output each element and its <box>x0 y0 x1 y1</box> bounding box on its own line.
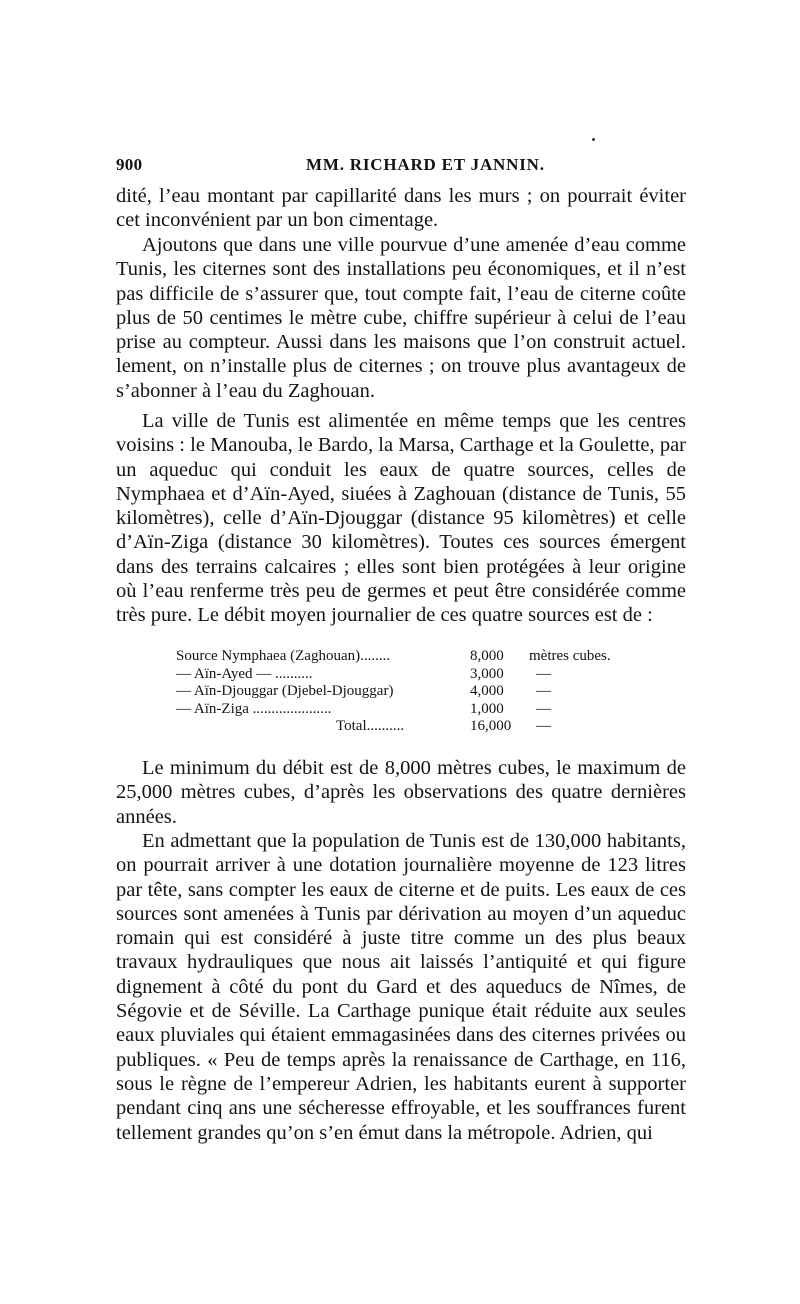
source-value: 8,000 <box>470 648 504 664</box>
source-value: 1,000 <box>470 700 504 717</box>
source-label: Source Nymphaea (Zaghouan)........ <box>176 648 391 664</box>
table-total-row <box>176 718 636 736</box>
paragraph-population: En admettant que la population de Tunis est de 130,000 habitants, on pourrait arriver à une dotation journalière moyenne de 123 litres par tête, sans compter les eaux de citerne et de puits. Les eaux de ces sources sont amenées à Tunis par dérivation au moyen d’un aqueduc romain qui est considéré à juste titre comme un des plus beaux travaux hydrauliques que nous ait laissés l’antiquité et qui figure dignement à côté du pont du Gard et des aqueducs de Nîmes, de Ségovie et de Séville. La Carthage punique était réduite aux seules eaux pluviales qui étaient emmagasinées dans des citernes privées ou publiques. « Peu de temps après la renaissance de Carthage, en 116, sous le règne de l’empereur Adrien, les habitants eurent à supporter pendant cinq ans une sécheresse effroyable, et les souffrances furent tellement grandes qu’on s’en émut dans la métropole. Adrien, qui <box>116 830 686 1144</box>
source-unit: — <box>536 665 551 682</box>
source-value: 4,000 <box>470 683 504 699</box>
paragraph-flow-range: Le minimum du débit est de 8,000 mètres cubes, le maximum de 25,000 mètres cubes, d’après les observations des quatre dernières années. <box>116 757 686 828</box>
paragraph-water-supply: La ville de Tunis est alimentée en même temps que les centres voisins : le Manouba, le Bardo, la Marsa, Carthage et la Goulette, par un aqueduc qui conduit les eaux de quatre sources, celles de Nymphaea et d’Aïn-Ayed, siuées à Zaghouan (distance de Tunis, 55 kilomètres), celle d’Aïn-Djouggar (distance 95 kilomètres) et celle d’Aïn-Ziga (distance 30 kilomètres). Toutes ces sources émergent dans des terrains calcaires ; elles sont bien protégées à leur origine où l’eau renferme très peu de germes et peut être considérée comme très pure. Le débit moyen journalier de ces quatre sources est de : <box>116 410 686 627</box>
table-row <box>176 683 636 701</box>
table-row <box>176 666 636 684</box>
total-label: Total.......... <box>336 718 405 734</box>
table-row <box>176 648 636 666</box>
print-speck <box>592 138 595 141</box>
page-number: 900 <box>116 155 143 174</box>
running-head: MM. RICHARD ET JANNIN. <box>306 155 545 174</box>
total-unit: — <box>536 718 551 734</box>
source-label: — Aïn-Ayed — .......... <box>176 665 313 682</box>
source-value: 3,000 <box>470 665 504 682</box>
page-header <box>116 155 686 179</box>
table-row <box>176 701 636 719</box>
sources-table <box>176 648 636 736</box>
source-label: — Aïn-Djouggar (Djebel-Djouggar) <box>176 683 394 699</box>
paragraph-cisterns: Ajoutons que dans une ville pourvue d’une amenée d’eau comme Tunis, les citernes sont des installations peu économiques, et il n’est pas difficile de s’assurer que, tout compte fait, l’eau de citerne coûte plus de 50 centimes le mètre cube, chiffre supérieur à celui de l’eau prise au compteur. Aussi dans les maisons que l’on construit actuel. lement, on n’installe plus de citernes ; on trouve plus avantageux de s’abonner à l’eau du Zaghouan. <box>116 234 686 402</box>
total-value: 16,000 <box>470 718 512 734</box>
source-unit: mètres cubes. <box>529 648 611 664</box>
source-unit: — <box>536 700 551 717</box>
source-unit: — <box>536 683 551 699</box>
source-label: — Aïn-Ziga ..................... <box>176 700 332 717</box>
paragraph-continuation: dité, l’eau montant par capillarité dans les murs ; on pourrait éviter cet inconvénient par un bon cimentage. <box>116 185 686 232</box>
